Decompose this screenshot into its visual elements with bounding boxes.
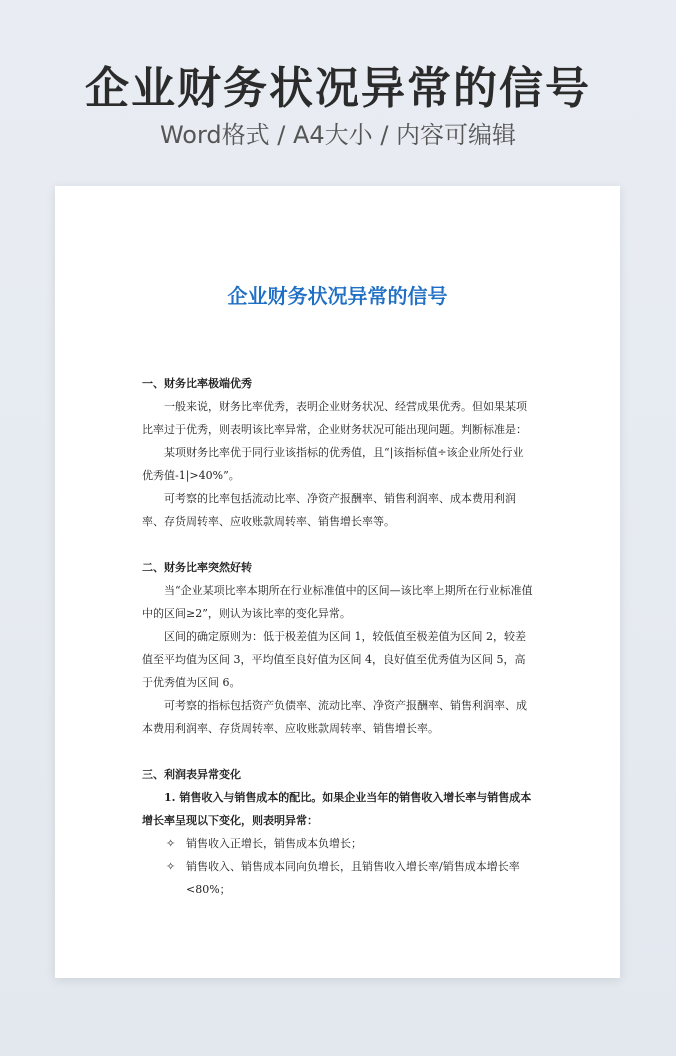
paragraph: 可考察的比率包括流动比率、净资产报酬率、销售利润率、成本费用利润率、存货周转率、应收账款周转率、销售增长率等。 (142, 492, 516, 528)
page-header (0, 62, 676, 150)
paragraph: 区间的确定原则为：低于极差值为区间 1，较低值至极差值为区间 2，较差值至平均值为区间 3，平均值至良好值为区间 4，良好值至优秀值为区间 5，高于优秀值为区间 6。 (142, 630, 526, 689)
header-title: 企业财务状况异常的信号 (85, 63, 591, 114)
bullet-item (142, 855, 534, 901)
paragraph: 可考察的指标包括资产负债率、流动比率、净资产报酬率、销售利润率、成本费用利润率、存货周转率、应收账款周转率、销售增长率。 (142, 699, 527, 735)
diamond-bullet-icon: ✧ (166, 837, 176, 850)
document-page (55, 186, 620, 978)
bullet-text: 销售收入正增长，销售成本负增长； (186, 837, 362, 850)
paragraph: 某项财务比率优于同行业该指标的优秀值，且“|该指标值÷该企业所处行业优秀值-1|>40%”。 (142, 446, 524, 482)
header-subtitle: Word格式 / A4大小 / 内容可编辑 (159, 121, 517, 149)
section-2 (142, 556, 534, 740)
section-heading: 一、财务比率极端优秀 (142, 377, 252, 390)
bullet-text: 销售收入、销售成本同向负增长，且销售收入增长率/销售成本增长率<80%； (186, 860, 520, 896)
bullet-item (142, 832, 534, 855)
document-title: 企业财务状况异常的信号 (227, 284, 448, 308)
paragraph: 当“企业某项比率本期所在行业标准值中的区间—该比率上期所在行业标准值中的区间≥2”，则认为该比率的变化异常。 (142, 584, 533, 620)
diamond-bullet-icon: ✧ (166, 860, 176, 873)
paragraph: 一般来说，财务比率优秀，表明企业财务状况、经营成果优秀。但如果某项比率过于优秀，则表明该比率异常，企业财务状况可能出现问题。判断标准是： (142, 400, 527, 436)
section-heading: 三、利润表异常变化 (142, 768, 241, 781)
document-body (142, 372, 534, 924)
section-heading: 二、财务比率突然好转 (142, 561, 252, 574)
section-1 (142, 372, 534, 533)
section-3 (142, 763, 534, 901)
paragraph: 1. 销售收入与销售成本的配比。如果企业当年的销售收入增长率与销售成本增长率呈现以下变化，则表明异常： (142, 791, 532, 827)
